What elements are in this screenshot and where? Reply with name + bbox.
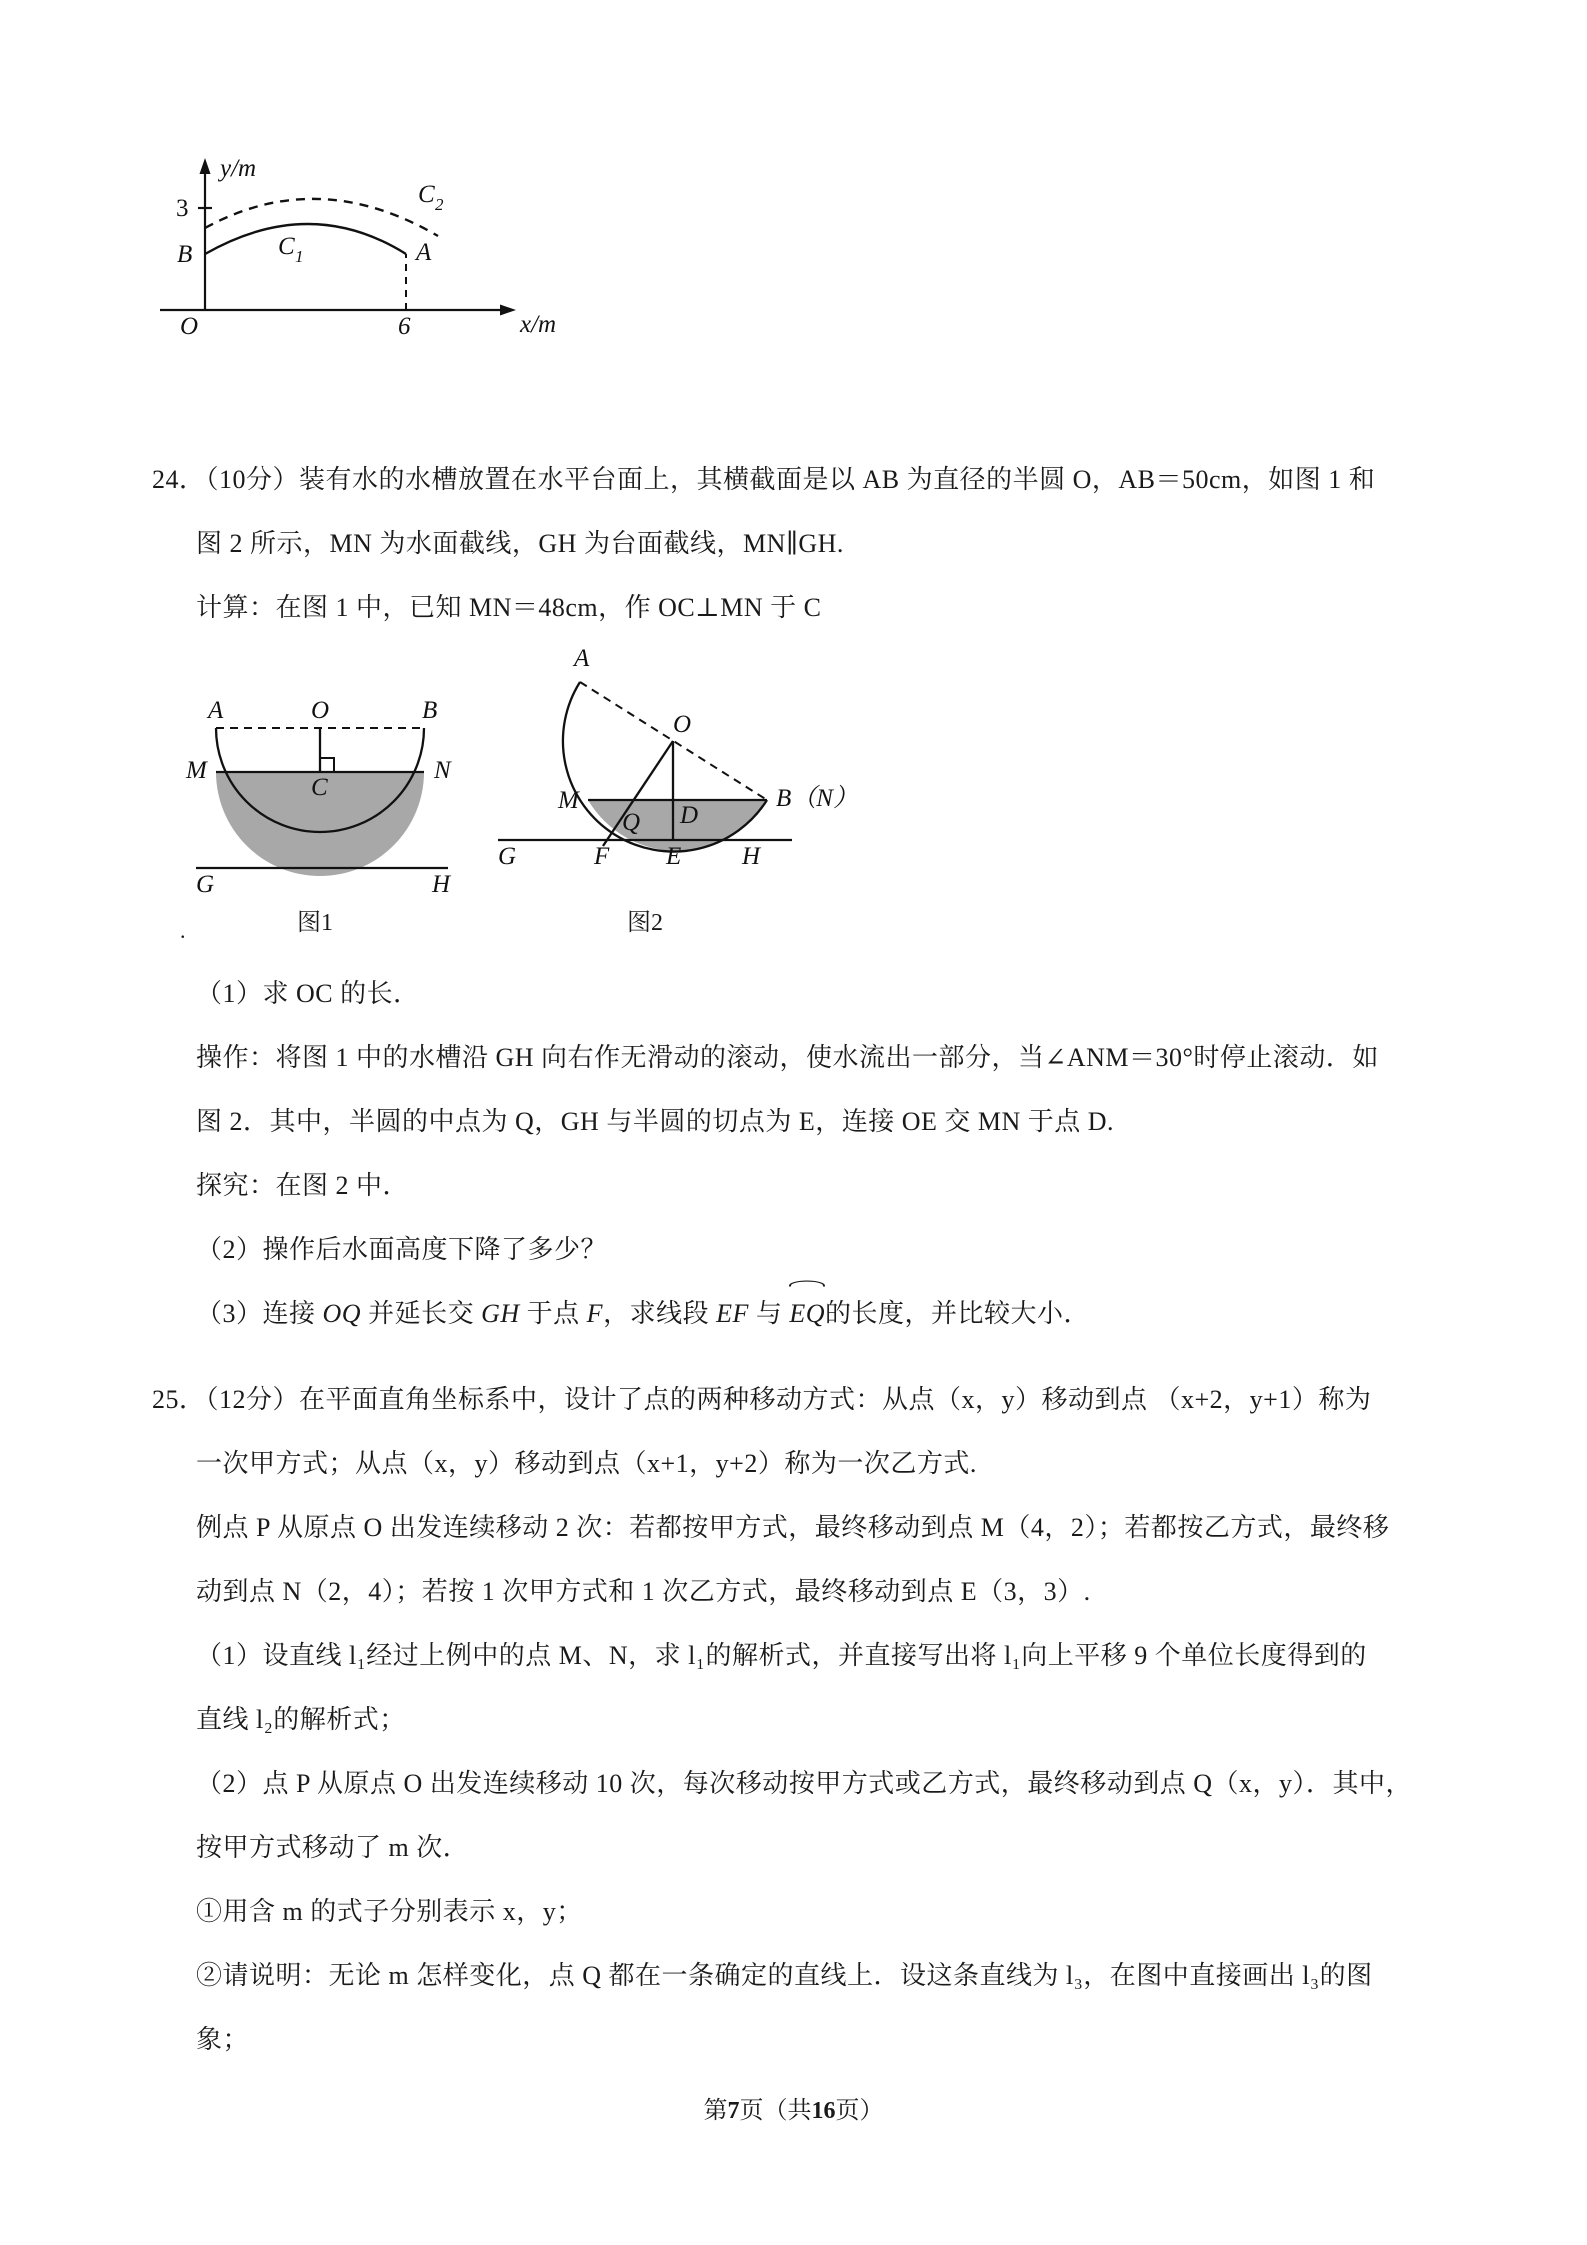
figure2-label-f: F (594, 843, 610, 870)
figure1-label-h: H (432, 871, 451, 898)
figure2-label-h: H (742, 843, 761, 870)
point-label-a: A (416, 239, 432, 266)
q24-item-3 (196, 1282, 1090, 1346)
q24-item-3-f: F (586, 1299, 604, 1328)
q25-sub-2-line-2 (196, 2008, 249, 2072)
curve-label-c2-sub: 2 (435, 195, 444, 214)
curve-c2 (205, 199, 438, 236)
q24-line-3 (196, 576, 821, 640)
q25-item-1-line-2 (196, 1688, 406, 1752)
q24-operation-line-1 (196, 1026, 1379, 1090)
figure1-svg (180, 697, 480, 900)
q24-item-3-p1: （3）连接 (196, 1299, 323, 1328)
figure2 (480, 640, 858, 900)
q24-line-2-text: 图 2 所示，MN 为水面截线，GH 为台面截线，MN∥GH. (196, 529, 844, 558)
q24-line-1-text: 24．（10分）装有水的水槽放置在水平台面上，其横截面是以 AB 为直径的半圆 O，AB＝50cm，如图 1 和 (152, 465, 1376, 494)
figure2-label-e: E (666, 843, 682, 870)
x-tick-label-6: 6 (398, 313, 411, 340)
figure1-label-a: A (208, 697, 224, 724)
q24-item-3-p2: 并延长交 (361, 1299, 482, 1328)
q24-item-1-text: （1）求 OC 的长． (196, 979, 420, 1008)
q24-item-3-p4: ，求线段 (603, 1299, 717, 1328)
y-axis-label: y/m (220, 155, 257, 182)
footer-suffix: 页） (835, 2098, 884, 2124)
q25-item-2-line-2 (196, 1816, 469, 1880)
q24-item-3-p6: 的长度，并比较大小． (825, 1299, 1091, 1328)
q25-sub-1 (196, 1880, 583, 1944)
x-axis-arrow (500, 305, 516, 316)
curve-label-c1-sub: 1 (295, 247, 304, 266)
figure1-label-m: M (186, 757, 207, 784)
figure2-label-q: Q (622, 809, 641, 836)
page-footer (0, 2090, 1587, 2125)
q24-line-2 (196, 512, 844, 576)
q24-item-3-oq: OQ (322, 1299, 362, 1328)
q24-line-1 (152, 448, 1375, 512)
q25-line-3-text: 例点 P 从原点 O 出发连续移动 2 次：若都按甲方式，最终移动到点 M（4，2）；若都按乙方式，最终移 (196, 1513, 1390, 1542)
q25-item-2-line-1-text: （2）点 P 从原点 O 出发连续移动 10 次，每次移动按甲方式或乙方式，最终移动到点 Q（x，y）．其中， (196, 1769, 1413, 1798)
q25-line-2-text: 一次甲方式；从点（x，y）移动到点（x+1，y+2）称为一次乙方式. (196, 1449, 977, 1478)
q24-operation-line-1-text: 操作：将图 1 中的水槽沿 GH 向右作无滑动的滚动，使水流出一部分，当∠ANM＝30°时停止滚动．如 (196, 1043, 1379, 1072)
footer-prefix: 第 (703, 2098, 728, 2124)
q24-item-2-text: （2）操作后水面高度下降了多少？ (196, 1235, 608, 1264)
q25-line-1 (152, 1368, 1371, 1432)
y-tick-label-3: 3 (176, 195, 189, 222)
q24-item-3-gh: GH (481, 1299, 520, 1328)
q25-item-1-line-1-text: （1）设直线 l₁经过上例中的点 M、N，求 l₁的解析式，并直接写出将 l₁向上平移 9 个单位长度得到的 (196, 1641, 1367, 1670)
figure2-label-o: O (673, 711, 692, 738)
q25-item-1-line-1 (196, 1624, 1367, 1688)
figure1-caption: 图1 (297, 910, 333, 936)
curve-c1 (205, 224, 406, 254)
q24-item-3-p5: 与 (748, 1299, 790, 1328)
q25-line-1-text: 25．（12分）在平面直角坐标系中，设计了点的两种移动方式：从点（x，y）移动到点 （x+2，y+1）称为 (152, 1385, 1372, 1414)
figure1-label-o: O (311, 697, 330, 724)
figure2-label-m: M (558, 787, 579, 814)
x-axis-label: x/m (520, 311, 557, 338)
footer-total-pages: 16 (811, 2098, 836, 2124)
curve-label-c2: C (418, 181, 435, 208)
curve-label-c1: C (278, 233, 295, 260)
figure2-svg (480, 640, 858, 900)
chart-svg (150, 150, 570, 340)
q25-item-2-line-1 (196, 1752, 1412, 1816)
figure1 (180, 697, 480, 900)
figure1-label-b: B (422, 697, 438, 724)
q25-item-1-line-2-text: 直线 l₂的解析式； (196, 1705, 406, 1734)
footer-page-number: 7 (727, 2098, 740, 2124)
q24-item-3-p3: 于点 (519, 1299, 587, 1328)
figure2-label-a: A (574, 645, 590, 672)
y-axis-arrow (200, 158, 211, 174)
right-angle-mark (320, 758, 334, 772)
q25-sub-2-line-1 (196, 1944, 1373, 2008)
figure1-label-n: N (434, 757, 451, 784)
figure2-label-g: G (498, 843, 517, 870)
origin-label: O (180, 313, 199, 340)
point-label-b: B (177, 241, 193, 268)
q25-sub-2-line-1-text: ②请说明：无论 m 怎样变化，点 Q 都在一条确定的直线上．设这条直线为 l₃，在图中直接画出 l₃的图 (196, 1961, 1373, 1990)
q25-sub-2-line-2-text: 象； (196, 2025, 250, 2054)
q24-explore-line (196, 1154, 409, 1218)
q25-line-3 (196, 1496, 1389, 1560)
q25-line-4-text: 动到点 N（2，4）；若按 1 次甲方式和 1 次乙方式，最终移动到点 E（3，3）. (196, 1577, 1091, 1606)
q24-operation-line-2-text: 图 2．其中，半圆的中点为 Q，GH 与半圆的切点为 E，连接 OE 交 MN 于点 D. (196, 1107, 1115, 1136)
q25-line-2 (196, 1432, 977, 1496)
footer-middle: 页（共 (739, 2098, 812, 2124)
coordinate-chart-figure (150, 150, 570, 340)
figure2-caption: 图2 (627, 910, 663, 936)
q24-item-1 (196, 962, 420, 1026)
figure1-label-c: C (311, 774, 328, 801)
q24-explore-line-text: 探究：在图 2 中． (196, 1171, 410, 1200)
q24-operation-line-2 (196, 1090, 1114, 1154)
q25-line-4 (196, 1560, 1091, 1624)
q25-item-2-line-2-text: 按甲方式移动了 m 次． (196, 1833, 470, 1862)
q25-sub-1-text: ①用含 m 的式子分别表示 x，y； (196, 1897, 583, 1926)
q24-line-3-text: 计算：在图 1 中，已知 MN＝48cm，作 OC⊥MN 于 C (196, 593, 822, 622)
q24-item-3-arc-eq: EQ (789, 1282, 825, 1346)
q24-item-2 (196, 1218, 607, 1282)
stray-mark: . (180, 918, 186, 943)
q24-item-3-ef: EF (716, 1299, 749, 1328)
figure1-label-g: G (196, 871, 215, 898)
figure2-label-bn: B（N） (776, 785, 858, 812)
figure2-label-d: D (680, 802, 699, 829)
